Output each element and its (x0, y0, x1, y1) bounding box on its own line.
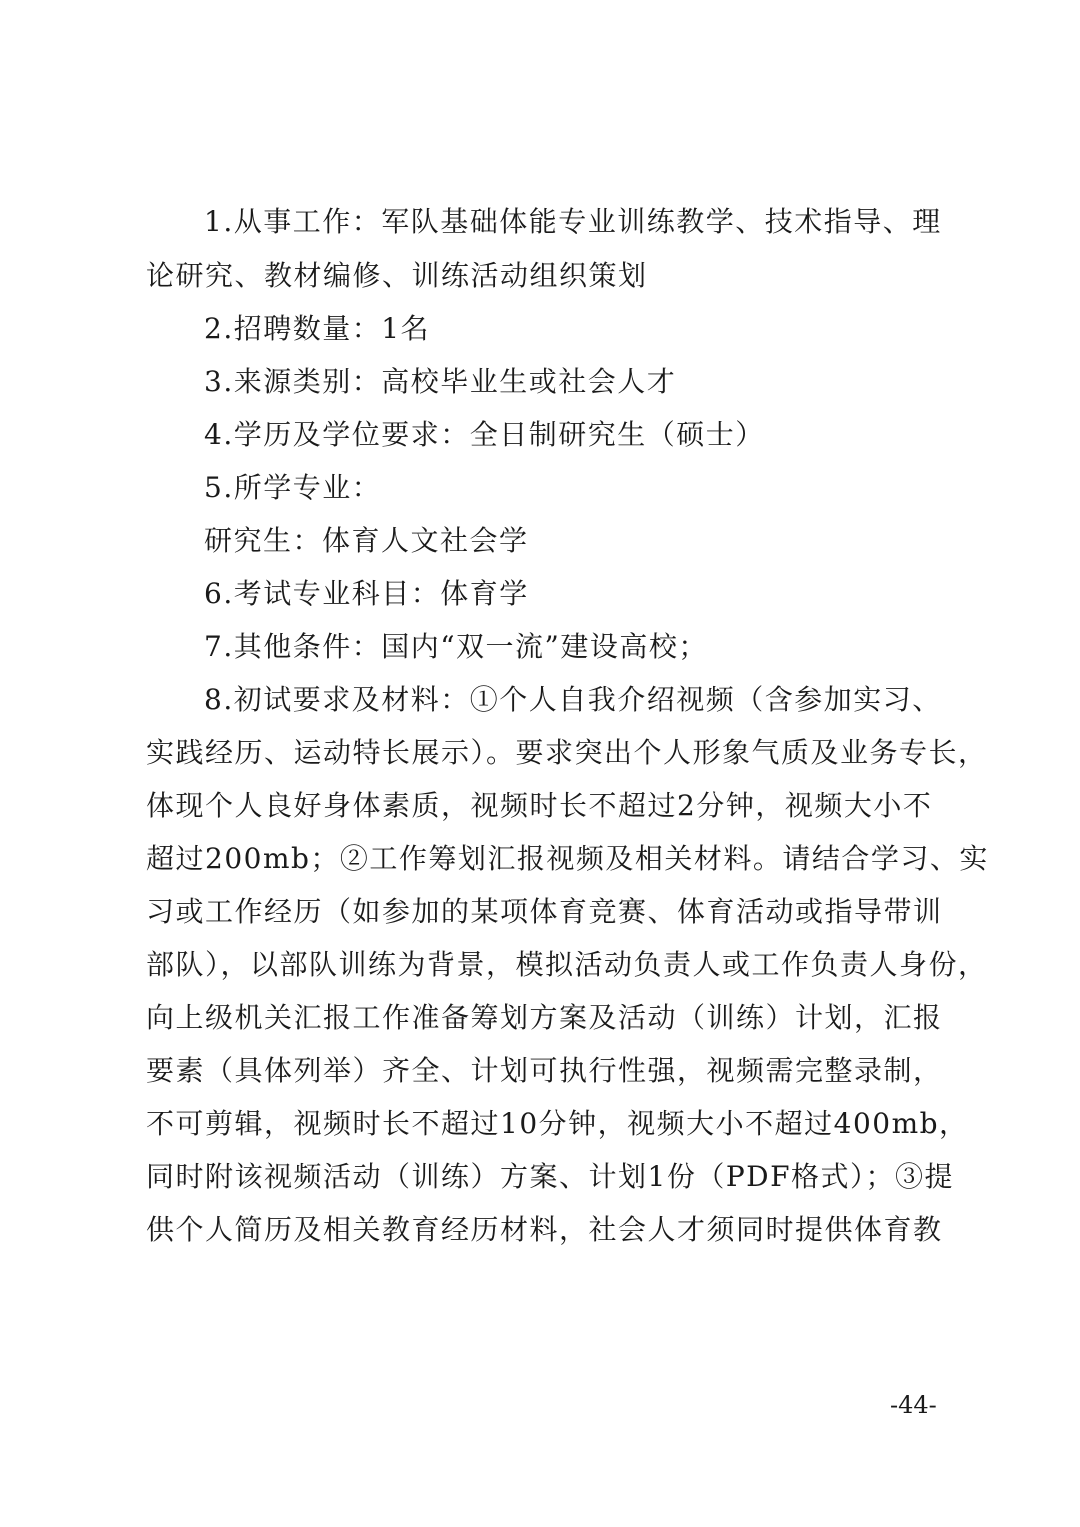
item-8-line-2: 实践经历、运动特长展示）。要求突出个人形象气质及业务专长， (146, 736, 988, 769)
item-8-line-6: 部队），以部队训练为背景，模拟活动负责人或工作负责人身份， (146, 948, 988, 981)
item-6-line: 6.考试专业科目：体育学 (204, 577, 529, 610)
item-8-line-9: 不可剪辑，视频时长不超过10分钟，视频大小不超过400mb， (146, 1107, 969, 1140)
item-7-line: 7.其他条件：国内“双一流”建设高校； (204, 630, 708, 663)
item-8-line-10: 同时附该视频活动（训练）方案、计划1份（PDF格式）；③提 (146, 1160, 955, 1193)
major-line: 研究生：体育人文社会学 (204, 524, 529, 557)
item-8-line-1: 8.初试要求及材料：①个人自我介绍视频（含参加实习、 (204, 683, 942, 716)
page-number: -44- (890, 1391, 937, 1419)
item-1-line-1: 1.从事工作：军队基础体能专业训练教学、技术指导、理 (204, 205, 942, 238)
item-8-line-4: 超过200mb；②工作筹划汇报视频及相关材料。请结合学习、实 (146, 842, 989, 875)
item-2-line: 2.招聘数量：1名 (204, 312, 431, 345)
item-1-line-2: 论研究、教材编修、训练活动组织策划 (146, 259, 648, 292)
item-8-line-3: 体现个人良好身体素质，视频时长不超过2分钟，视频大小不 (146, 789, 933, 822)
item-3-line: 3.来源类别：高校毕业生或社会人才 (204, 365, 677, 398)
item-8-line-5: 习或工作经历（如参加的某项体育竞赛、体育活动或指导带训 (146, 895, 943, 928)
item-4-line: 4.学历及学位要求：全日制研究生（硕士） (204, 418, 765, 451)
item-8-line-8: 要素（具体列举）齐全、计划可执行性强，视频需完整录制， (146, 1054, 943, 1087)
item-5-line: 5.所学专业： (204, 471, 382, 504)
item-8-line-11: 供个人简历及相关教育经历材料，社会人才须同时提供体育教 (146, 1213, 943, 1246)
item-8-line-7: 向上级机关汇报工作准备筹划方案及活动（训练）计划，汇报 (146, 1001, 943, 1034)
